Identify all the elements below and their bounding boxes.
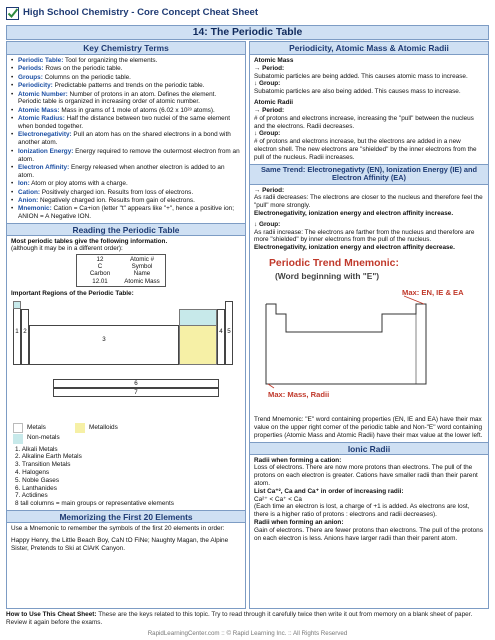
key-term-item (11, 180, 241, 188)
region-metalloids (179, 325, 217, 365)
sheet-header (6, 4, 489, 22)
key-term-definition: Energy released when another electron is added to an atom. (18, 163, 225, 179)
metals-swatch (13, 423, 23, 433)
region-transition: 3 (29, 325, 179, 365)
key-term-item (11, 65, 241, 73)
ar-group-label: ↓ Group: (254, 130, 281, 138)
tile-number-label: Atomic # (129, 256, 155, 264)
key-term-definition: Negatively charged ion. Results from gain of electrons. (38, 196, 195, 204)
ar-period-text: # of protons and electrons increase, increasing the "pull" between the nucleus and the electrons. Radii decreases. (254, 114, 474, 130)
max-r-label: Max: Mass, Radii (268, 390, 330, 400)
how-to-use-text: These are the keys related to this topic. Try to read through it carefully twice then write it out from memory on a blank sheet of paper. Review it again before the exams. (6, 611, 473, 626)
key-terms-list (7, 55, 245, 223)
key-term-name: Periodic Table: (18, 57, 64, 64)
key-term-name: Groups: (18, 73, 43, 81)
group-item: 4. Halogens (15, 468, 50, 476)
reading-heading: Reading the Periodic Table (7, 223, 245, 236)
tile-name: Carbon (89, 270, 111, 278)
group-item: 8 tall columns = main groups or representative elements (15, 500, 174, 508)
element-tile-example (76, 254, 166, 287)
key-term-name: Ionization Energy: (18, 147, 74, 155)
checkmark-logo-icon (6, 7, 19, 20)
sheet-title: High School Chemistry - Core Concept Cheat Sheet (23, 7, 259, 19)
tile-symbol: C (97, 263, 103, 271)
st-period-bold: Electronegativity, ionization energy and electron affinity increase. (254, 210, 454, 218)
group-item: 7. Actidines (15, 492, 48, 500)
key-term-definition: Mass in grams of 1 mole of atoms (6.02 x 10²³ atoms). (59, 106, 215, 114)
key-term-name: Cation: (18, 188, 41, 196)
mnemonic-title: Periodic Trend Mnemonic: (269, 258, 399, 270)
tile-number: 12 (96, 256, 104, 264)
trend-mnemonic-figure (254, 256, 484, 414)
topic-title: 14: The Periodic Table (6, 25, 489, 40)
st-group-bold: Electronegativity, ionization energy and electron affinity decrease. (254, 244, 455, 252)
metalloids-swatch (75, 423, 85, 433)
periodic-table-regions (13, 301, 245, 421)
am-period-label: → Period: (254, 64, 285, 72)
key-terms-heading: Key Chemistry Terms (7, 42, 245, 55)
key-term-name: Electron Affinity: (18, 163, 70, 171)
legend-metalloids: Metalloids (89, 423, 118, 431)
reading-note: (although it may be in a different order): (11, 245, 123, 253)
anion-title: Radii when forming an anion: (254, 519, 344, 527)
memorizing-mnemonic: Happy Henry, the Little Beach Boy, CaN tO FiNe; Naughty Magan, the Alpine Sister, Pretends to Ski at ClArK Canyon. (11, 536, 229, 552)
region-hydrogen (13, 301, 21, 309)
list-title: List Ca⁺², Ca and Ca⁺ in order of increasing radii: (254, 487, 404, 495)
am-group-label: ↓ Group: (254, 80, 281, 88)
memorizing-heading: Memorizing the First 20 Elements (7, 510, 245, 523)
anion-text: Gain of electrons. There are fewer protons than electrons. The pull of the protons on each electron is less. Anions have larger radii than their parent atom. (254, 526, 483, 542)
key-term-item (11, 74, 241, 82)
region-actinides: 7 (53, 388, 219, 397)
key-term-definition: Energy required to remove the outermost electron from an atom. (18, 147, 240, 163)
st-group-text: As radii increase: The electrons are farther from the nucleus and therefore are more "shielded" by inner electrons from the pull of the nucleus. (254, 228, 475, 244)
group-item: 6. Lanthanides (15, 484, 57, 492)
mnemonic-subtitle: (Word beginning with "E") (275, 271, 380, 282)
key-term-definition: Half the distance between two nuclei of the same element when bonded together. (18, 115, 231, 131)
ionic-radii-heading: Ionic Radii (250, 442, 488, 455)
groups-list (11, 445, 241, 509)
region-noble-gases: 5 (225, 301, 233, 365)
key-term-definition: Rows on the periodic table. (43, 65, 123, 73)
ar-period-label: → Period: (254, 106, 285, 114)
how-to-use-label: How to Use This Cheat Sheet: (6, 611, 97, 618)
key-term-item (11, 205, 241, 221)
left-column (6, 41, 246, 609)
key-term-name: Periodicity: (18, 82, 53, 90)
key-term-item (11, 82, 241, 90)
group-item: 3. Transition Metals (15, 461, 71, 469)
key-term-definition: Positively charged ion. Results from loss of electrons. (40, 188, 194, 196)
key-term-name: Periods: (18, 65, 44, 73)
st-group-label: ↓ Group: (254, 220, 281, 228)
key-term-definition: Number of protons in an atom. Defines the element. Periodic table is organized in increasing order of atomic number. (18, 90, 217, 106)
key-term-definition: Cation = Ca+ion (letter "t" appears like "+", hence a positive ion; ANION = A Negative ION. (18, 205, 234, 221)
key-term-definition: Atom or ploy atoms with a charge. (29, 180, 128, 188)
region-lanthanides: 6 (53, 379, 219, 388)
am-group-text: Subatomic particles are also being added. This causes mass to increase. (254, 88, 461, 96)
key-term-item (11, 57, 241, 65)
list-text: (Each time an electron is lost, a charge of +1 is added. As electrons are lost, there is a higher ratio of protons : electrons and radii decreases). (254, 503, 470, 519)
tile-symbol-label: Symbol (131, 263, 153, 271)
key-term-item (11, 115, 241, 131)
key-term-name: Atomic Radius: (18, 115, 65, 123)
tile-mass: 12.01 (92, 277, 108, 285)
ar-group-text: # of protons and electrons increase, but the electrons are added in a new electron shell. The new electrons are "shielded" by the inner electrons from the pull of the nucleus. Radii increases. (254, 138, 477, 161)
group-item: 1. Alkali Metals (15, 445, 58, 453)
key-term-definition: Predictable patterns and trends on the periodic table. (52, 82, 205, 90)
nonmetals-swatch (13, 434, 23, 444)
key-term-item (11, 164, 241, 180)
key-term-name: Atomic Number: (18, 90, 68, 98)
key-term-item (11, 197, 241, 205)
group-item: 2. Alkaline Earth Metals (15, 453, 82, 461)
key-term-name: Ion: (18, 180, 30, 188)
key-term-name: Anion: (18, 196, 39, 204)
legend (11, 423, 241, 445)
tile-name-label: Name (133, 270, 151, 278)
same-trend-heading: Same Trend: Electronegativty (EN), Ionization Energy (IE) and Electron Affinity (EA) (250, 164, 488, 185)
how-to-use-note (6, 611, 489, 627)
cation-title: Radii when forming a cation: (254, 456, 342, 464)
key-term-item (11, 131, 241, 147)
mnemonic-text: Trend Mnemonic: "E" word containing properties (EN, IE and EA) have their max value on the upper right corner of the periodic table and Non-"E" word containing properties (Atomic Mass and Atomic Radii) have their max value at the lower left. (254, 416, 483, 439)
key-term-name: Atomic Mass: (18, 106, 60, 114)
periodicity-heading: Periodicity, Atomic Mass & Atomic Radii (250, 42, 488, 55)
key-term-name: Mnemonic: (18, 205, 52, 213)
st-period-label: → Period: (254, 186, 285, 194)
cation-text: Loss of electrons. There are now more protons than electrons. The pull of the protons on each electron is greater. Cations have smaller radii than their parent atom. (254, 464, 478, 487)
footer-credit: RapidLearningCenter.com :: © Rapid Learning Inc. :: All Rights Reserved (147, 630, 348, 637)
region-alkaline: 2 (21, 309, 29, 365)
atomic-radii-title: Atomic Radii (254, 99, 294, 107)
regions-heading: Important Regions of the Periodic Table: (11, 289, 134, 297)
key-term-item (11, 91, 241, 107)
key-term-item (11, 148, 241, 164)
region-halogens: 4 (217, 309, 225, 365)
memorizing-intro: Use a Mnemonic to remember the symbols of the first 20 elements in order: (11, 525, 225, 532)
key-term-item (11, 107, 241, 115)
atomic-mass-title: Atomic Mass (254, 57, 294, 64)
key-term-definition: Pull an atom has on the shared electrons in a bond with another atom. (18, 131, 231, 147)
list-answer: Ca²⁺ < Ca⁺ < Ca (254, 495, 302, 503)
tile-mass-label: Atomic Mass (124, 277, 160, 285)
reading-intro: Most periodic tables give the following information. (11, 237, 168, 245)
region-alkali: 1 (13, 301, 21, 365)
key-term-definition: Tool for organizing the elements. (63, 57, 158, 64)
max-e-label: Max: EN, IE & EA (402, 288, 464, 298)
legend-nonmetals: Non-metals (27, 433, 60, 441)
right-column (249, 41, 489, 609)
legend-metals: Metals (27, 423, 46, 431)
key-term-item (11, 189, 241, 197)
key-term-name: Electronegativity: (18, 131, 72, 139)
group-item: 5. Noble Gases (15, 476, 60, 484)
key-term-definition: Columns on the periodic table. (42, 73, 131, 81)
am-period-text: Subatomic particles are being added. This causes atomic mass to increase. (254, 72, 468, 80)
st-period-text: As radii decreases: The electrons are closer to the nucleus and therefore feel the "pull" more strongly. (254, 194, 483, 210)
